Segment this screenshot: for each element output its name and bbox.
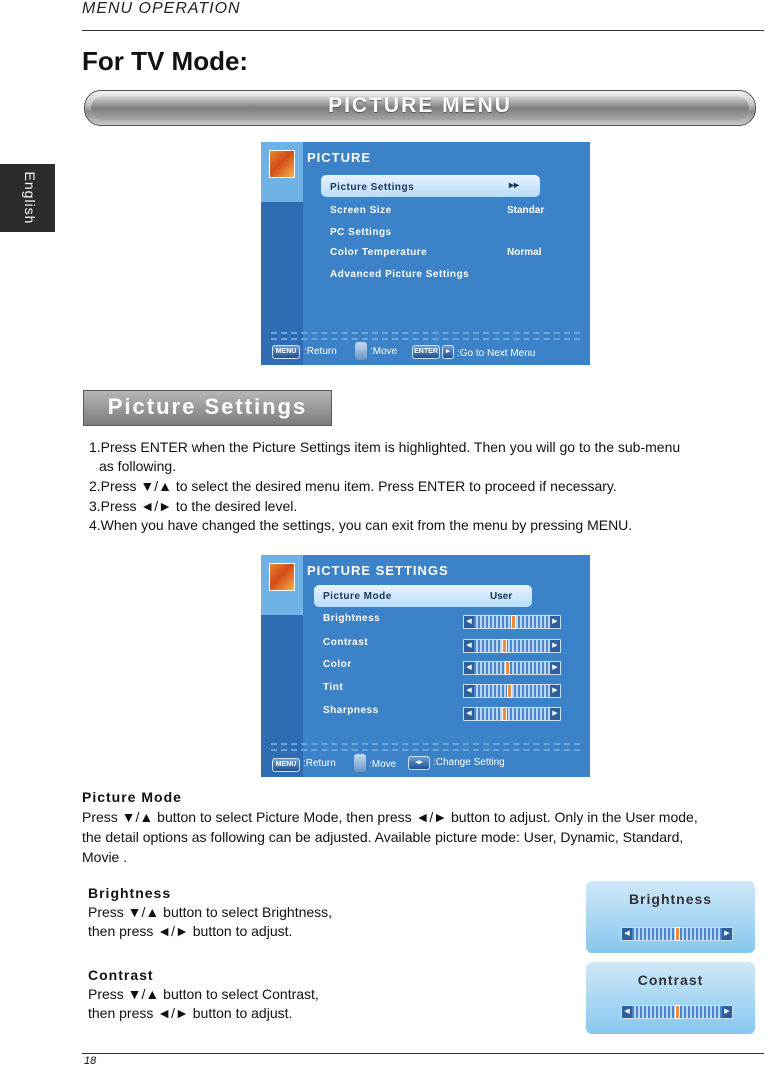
tint-slider[interactable] bbox=[463, 684, 561, 698]
contrast-line-1: Press ▼/▲ button to select Contrast, bbox=[88, 986, 319, 1002]
footer-change: :Change Setting bbox=[433, 757, 505, 768]
footer-return: :Return bbox=[304, 346, 337, 357]
picture-mode-heading: Picture Mode bbox=[82, 789, 182, 805]
brightness-slider[interactable] bbox=[621, 927, 733, 941]
picture-settings-banner bbox=[83, 390, 332, 426]
brightness-heading: Brightness bbox=[88, 885, 172, 901]
picture-icon bbox=[269, 563, 295, 591]
header-divider bbox=[82, 30, 764, 31]
picture-mode-line-2: the detail options as following can be adjusted. Available picture mode: User, Dynamic, Standard, bbox=[82, 829, 684, 845]
footer-next: :Go to Next Menu bbox=[457, 348, 536, 359]
picture-menu-screen bbox=[261, 142, 590, 365]
right-arrow-icon[interactable]: ▶ bbox=[722, 928, 732, 940]
menu-key-icon: MENU bbox=[272, 345, 300, 359]
slider-knob[interactable] bbox=[502, 639, 507, 653]
right-arrow-icon[interactable]: ▶ bbox=[722, 1006, 732, 1018]
contrast-heading: Contrast bbox=[88, 967, 154, 983]
sharpness-slider[interactable] bbox=[463, 707, 561, 721]
picture-mode-value: User bbox=[490, 591, 513, 602]
contrast-slider[interactable] bbox=[463, 639, 561, 653]
right-arrow-icon[interactable]: ▶ bbox=[550, 616, 560, 628]
right-arrow-icon[interactable]: ▶ bbox=[550, 685, 560, 697]
brightness-slider[interactable] bbox=[463, 615, 561, 629]
brightness-line-1: Press ▼/▲ button to select Brightness, bbox=[88, 904, 333, 920]
language-tab bbox=[0, 164, 55, 232]
instruction-2: 2.Press ▼/▲ to select the desired menu item. Press ENTER to proceed if necessary. bbox=[89, 478, 617, 494]
menu-item-brightness[interactable]: Brightness bbox=[323, 613, 381, 624]
screen-size-value: Standar bbox=[507, 205, 545, 216]
picture-mode-line-3: Movie . bbox=[82, 849, 128, 865]
menu-item-advanced-picture-settings[interactable]: Advanced Picture Settings bbox=[330, 269, 470, 280]
move-key-icon bbox=[355, 342, 367, 360]
slider-knob[interactable] bbox=[511, 615, 516, 629]
slider-knob[interactable] bbox=[675, 927, 680, 941]
menu-item-screen-size[interactable]: Screen Size bbox=[330, 205, 392, 216]
menu-item-picture-mode[interactable]: Picture Mode bbox=[323, 591, 392, 602]
menu-item-contrast[interactable]: Contrast bbox=[323, 637, 369, 648]
picture-settings-screen bbox=[261, 555, 590, 777]
menu-item-color[interactable]: Color bbox=[323, 659, 352, 670]
brightness-box-title: Brightness bbox=[628, 891, 713, 907]
slider-knob[interactable] bbox=[505, 661, 510, 675]
language-label: English bbox=[22, 171, 38, 225]
section-title: Picture Settings bbox=[107, 394, 308, 419]
left-arrow-icon[interactable]: ◀ bbox=[464, 616, 474, 628]
menu-title: PICTURE bbox=[307, 150, 372, 165]
left-right-key-icon: ◂▸ bbox=[408, 756, 430, 770]
menu-title: PICTURE SETTINGS bbox=[307, 563, 449, 578]
menu-item-sharpness[interactable]: Sharpness bbox=[323, 705, 379, 716]
left-arrow-icon[interactable]: ◀ bbox=[622, 928, 632, 940]
footer-divider bbox=[82, 1053, 764, 1054]
instruction-1: 1.Press ENTER when the Picture Settings item is highlighted. Then you will go to the sub-menu bbox=[89, 439, 681, 455]
contrast-box-title: Contrast bbox=[637, 972, 704, 988]
right-arrow-icon[interactable]: ▶ bbox=[550, 662, 560, 674]
footer-move: :Move bbox=[369, 759, 397, 770]
contrast-line-2: then press ◄/► button to adjust. bbox=[88, 1005, 293, 1021]
footer-move: :Move bbox=[370, 346, 398, 357]
enter-key-icon: ENTER bbox=[412, 345, 440, 359]
menu-key-icon: MENU bbox=[272, 758, 300, 772]
page-number: 18 bbox=[84, 1055, 97, 1067]
section-header: MENU OPERATION bbox=[82, 0, 241, 17]
slider-knob[interactable] bbox=[502, 707, 507, 721]
menu-item-picture-settings[interactable]: Picture Settings bbox=[330, 182, 415, 193]
left-arrow-icon[interactable]: ◀ bbox=[622, 1006, 632, 1018]
menu-item-pc-settings[interactable]: PC Settings bbox=[330, 227, 392, 238]
slider-knob[interactable] bbox=[675, 1005, 680, 1019]
picture-menu-banner bbox=[84, 90, 756, 126]
slider-knob[interactable] bbox=[507, 684, 512, 698]
mode-title: For TV Mode: bbox=[82, 46, 249, 76]
right-arrow-icon[interactable]: ▶ bbox=[550, 640, 560, 652]
picture-icon bbox=[269, 150, 295, 178]
menu-item-tint[interactable]: Tint bbox=[323, 682, 344, 693]
left-arrow-icon[interactable]: ◀ bbox=[464, 662, 474, 674]
right-arrow-icon[interactable]: ▶ bbox=[550, 708, 560, 720]
menu-item-color-temperature[interactable]: Color Temperature bbox=[330, 247, 428, 258]
right-key-icon: ▸ bbox=[442, 345, 454, 359]
brightness-line-2: then press ◄/► button to adjust. bbox=[88, 923, 293, 939]
left-arrow-icon[interactable]: ◀ bbox=[464, 685, 474, 697]
banner-title: PICTURE MENU bbox=[328, 94, 512, 117]
brightness-adjust-box bbox=[586, 881, 755, 953]
contrast-slider[interactable] bbox=[621, 1005, 733, 1019]
left-arrow-icon[interactable]: ◀ bbox=[464, 640, 474, 652]
footer-return: :Return bbox=[303, 758, 336, 769]
picture-mode-line-1: Press ▼/▲ button to select Picture Mode, then press ◄/► button to adjust. Only in the User mode, bbox=[82, 809, 698, 825]
move-key-icon bbox=[354, 754, 366, 772]
instruction-3: 3.Press ◄/► to the desired level. bbox=[89, 498, 298, 514]
left-arrow-icon[interactable]: ◀ bbox=[464, 708, 474, 720]
color-temperature-value: Normal bbox=[507, 247, 542, 258]
color-slider[interactable] bbox=[463, 661, 561, 675]
contrast-adjust-box bbox=[586, 962, 755, 1034]
instruction-4: 4.When you have changed the settings, you can exit from the menu by pressing MENU. bbox=[89, 517, 633, 533]
submenu-arrow-icon: ▸▸ bbox=[509, 180, 520, 191]
instruction-1-cont: as following. bbox=[99, 458, 177, 474]
